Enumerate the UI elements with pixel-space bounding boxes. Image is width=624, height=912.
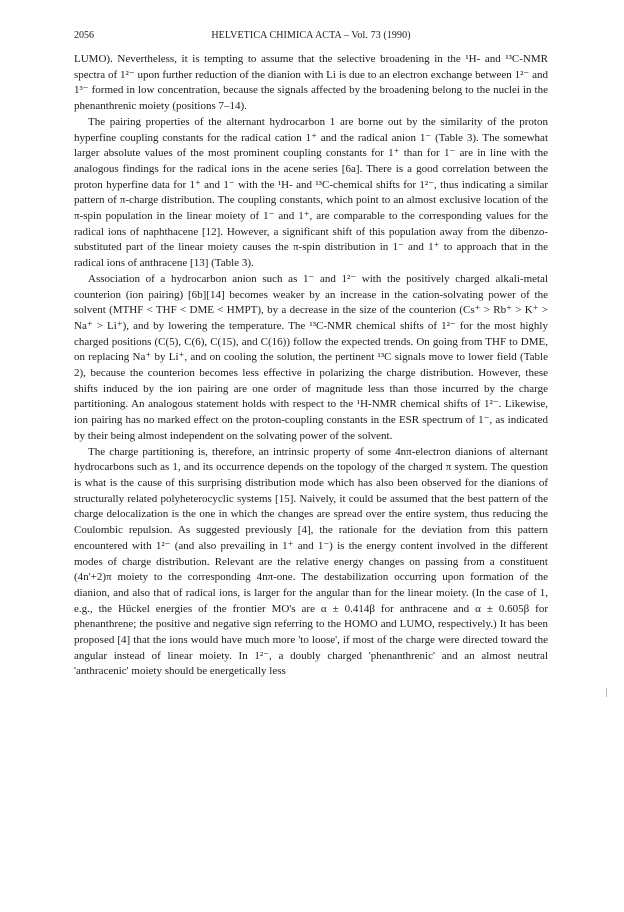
article-body xyxy=(74,52,548,680)
paragraph-2: The pairing properties of the alternant hydrocarbon 1 are borne out by the similarity of the proton hyperfine coupling constants for the radical cation 1⁺ and the radical anion 1⁻ (Table 3). The somewhat larger absolute values of the most prominent coupling constants for 1⁺ than for 1⁻ are in line with the analogous findings for the radical ions in the acene series [6a]. There is a good correlation between the proton hyperfine data for 1⁺ and 1⁻ with the ¹H- and ¹³C-chemical shifts for 1²⁻, thus indicating a similar pattern of π-charge distribution. The coupling constants, which point to an almost exclusive location of the π-spin population in the linear moiety of 1⁻ and 1⁺, are comparable to the corresponding values for the radical ions of naphthacene [12]. However, a significant shift of this population away from the dibenzo-substituted part of the linear moiety causes the π-spin distribution in 1⁻ and 1⁺ to approach that in the radical ions of anthracene [13] (Table 3). xyxy=(74,115,548,270)
paragraph-1: LUMO). Nevertheless, it is tempting to assume that the selective broadening in the ¹H- and ¹³C-NMR spectra of 1²⁻ upon further reduction of the dianion with Li is due to an electron exchange between 1²⁻ and 1³⁻ formed in low concentration, because the signals affected by the broadening belong to the nuclei in the phenanthrenic moiety (positions 7–14). xyxy=(74,53,548,113)
running-header xyxy=(74,30,548,46)
paragraph-4: The charge partitioning is, therefore, an intrinsic property of some 4nπ-electron dianions of alternant hydrocarbons such as 1, and its occurrence depends on the topology of the charged π system. The question is what is the cause of this surprising distribution mode which has also been observed for the dianions of structurally related polyheterocyclic systems [15]. Naively, it could be assumed that the best pattern of the charge delocalization is the one in which the changes are spread over the entire system, thus reducing the Coulombic repulsion. As suggested previously [4], the rationale for the deviation from this pattern encountered with 1²⁻ (and also prevailing in 1⁺ and 1⁻) is the energy content involved in the different modes of charge distribution. Relevant are the relative energy changes on passing from a constituent (4n'+2)π moiety to the corresponding 4nπ-one. The destabilization occurring upon formation of the dianion, and also that of radical ions, is larger for the angular than for the linear moiety. (In the case of 1, e.g., the Hückel energies of the frontier MO's are α ± 0.414β for anthracene and α ± 0.605β for phenanthrene; the positive and negative sign referring to the HOMO and LUMO, respectively.) It has been proposed [4] that the ions would have much more 'to loose', if most of the charge were directed toward the angular instead of linear moiety. In 1²⁻, a doubly charged 'phenanthrenic' and an almost neutral 'anthracenic' moiety should be energetically less xyxy=(74,445,548,678)
paragraph-3: Association of a hydrocarbon anion such as 1⁻ and 1²⁻ with the positively charged alkali-metal counterion (ion pairing) [6b][14] becomes weaker by an increase in the cation-solvating power of the solvent (MTHF < THF < DME < HMPT), by a decrease in the size of the counterion (Cs⁺ > Rb⁺ > K⁺ > Na⁺ > Li⁺), and by lowering the temperature. The ¹³C-NMR chemical shifts of 1²⁻ for the most highly charged positions (C(5), C(6), C(15), and C(16)) follow the expected trends. On going from THF to DME, on replacing Na⁺ by Li⁺, and on cooling the solution, the pertinent ¹³C signals move to lower field (Table 2), because the counterion becomes less effective in polarizing the charge distribution. However, these shifts induced by the ion pairing are one order of magnitude less than those incurred by the charge partitioning. An analogous statement holds with respect to the ¹H-NMR chemical shifts of 1²⁻. Likewise, ion pairing has no marked effect on the proton-coupling constants in the ESR spectrum of 1⁻, as indicated by their being almost independent on the solvating power of the solvent. xyxy=(74,272,548,442)
document-page xyxy=(74,30,548,680)
page-number: 2056 xyxy=(74,30,94,41)
margin-mark xyxy=(606,688,607,697)
journal-title: HELVETICA CHIMICA ACTA – Vol. 73 (1990) xyxy=(211,30,411,41)
